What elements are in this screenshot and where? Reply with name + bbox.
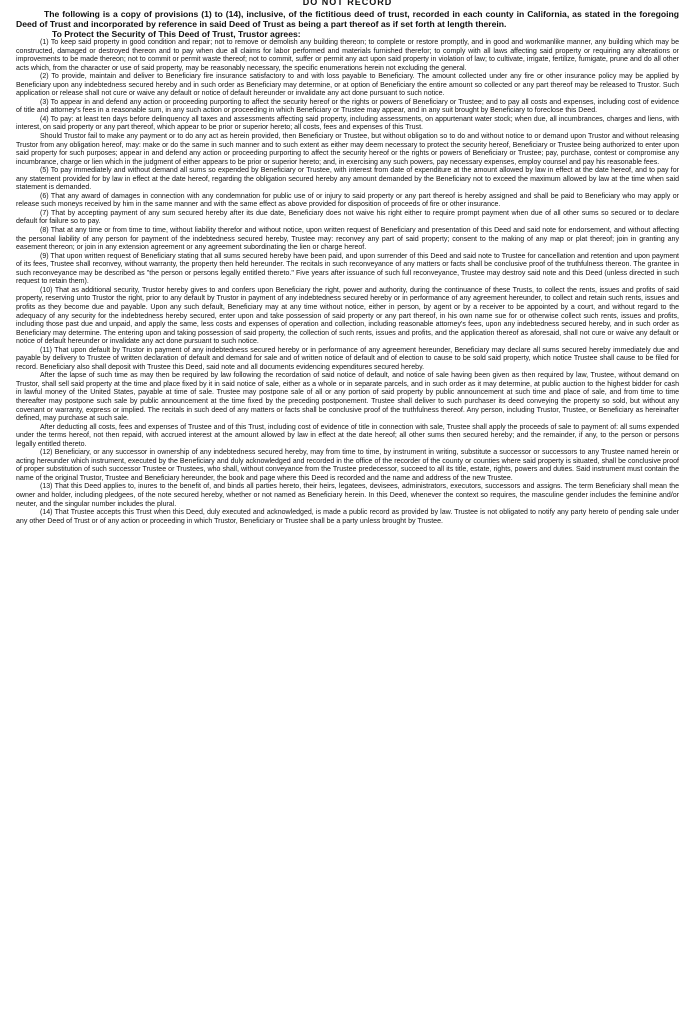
provision-paragraph: (11) That upon default by Trustor in payment of any indebtedness secured hereby or in performance of any agreement hereunder, Beneficiary may declare all sums secured hereby immediately due and payable by delivery to Trustee of written declaration of default and demand for sale and of written notice of default and of election to cause to be sold said property, which notice Trustee shall cause to be filed for record. Beneficiary also shall deposit with Trustee this Deed, said note and all documents evidencing expenditures secured hereby.	[16, 346, 679, 371]
provision-paragraph: (9) That upon written request of Beneficiary stating that all sums secured hereby have been paid, and upon surrender of this Deed and said note to Trustee for cancellation and retention and upon payment of its fees, Trustee shall reconvey, without warranty, the property then held hereunder. The recitals in such reconveyance of any matters or facts shall be conclusive proof of the truthfulness thereon. The grantee in such reconveyance may be described as "the person or persons legally entitled thereto." Five years after issuance of such full reconveyance, Trustee may destroy said note and this Deed (unless directed in such request to retain them).	[16, 252, 679, 286]
provision-paragraph: (5) To pay immediately and without demand all sums so expended by Beneficiary or Trustee, with interest from date of expenditure at the amount allowed by law in effect at the date hereof, and to pay for any statement provided for by law in effect at the date hereof, regarding the obligation secured hereby any amount demanded by the Beneficiary not to exceed the maximum allowed by law at the time when said statement is demanded.	[16, 167, 679, 192]
provision-paragraph: (1) To keep said property in good condition and repair; not to remove or demolish any building thereon; to complete or restore promptly, and in good and workmanlike manner, any building which may be constructed, damaged or destroyed thereon and to pay when due all claims for labor performed and materials furnished therefor; to comply with all laws affecting said property or requiring any alterations or improvements to be made thereon; not to commit or permit waste thereof; not to commit, suffer or permit any act upon said property in violation of law; to cultivate, irrigate, fertilize, fumigate, prune and do all other acts which, from the character or use of said property, may be reasonably necessary, the specific enumerations herein not excluding the general.	[16, 39, 679, 72]
provision-paragraph: (2) To provide, maintain and deliver to Beneficiary fire insurance satisfactory to and with loss payable to Beneficiary. The amount collected under any fire or other insurance policy may be applied by Beneficiary upon any indebtedness secured hereby and in such order as Beneficiary may determine, or at option of Beneficiary the entire amount so collected or any part thereof may be released to Trustor. Such application or release shall not cure or waive any default or notice of default hereunder or invalidate any act done pursuant to such notice.	[16, 73, 679, 98]
provision-paragraph: (14) That Trustee accepts this Trust when this Deed, duly executed and acknowledged, is made a public record as provided by law. Trustee is not obligated to notify any party hereto of pending sale under any other Deed of Trust or of any action or proceeding in which Trustor, Beneficiary or Trustee shall be a party unless brought by Trustee.	[16, 509, 679, 525]
section-heading: To Protect the Security of This Deed of Trust, Trustor agrees:	[52, 29, 301, 39]
provision-paragraph: (4) To pay: at least ten days before delinquency all taxes and assessments affecting said property, including assessments, on appurtenant water stock; when due, all incumbrances, charges and liens, with interest, on said property or any part thereof, which appear to be prior or superior hereto; all costs, fees and expenses of this Trust.	[16, 115, 679, 132]
provisions-body	[16, 39, 679, 526]
provision-paragraph: After deducting all costs, fees and expenses of Trustee and of this Trust, including cost of evidence of title in connection with sale, Trustee shall apply the proceeds of sale to payment of: all sums expended under the terms hereof, not then repaid, with accrued interest at the amount allowed by law in effect at the date hereof; all other sums then secured hereby; and the remainder, if any, to the person or persons legally entitled thereto.	[16, 423, 679, 448]
provision-paragraph: (12) Beneficiary, or any successor in ownership of any indebtedness secured hereby, may from time to time, by instrument in writing, substitute a successor or successors to any Trustee named herein or acting hereunder which instrument, executed by the Beneficiary and duly acknowledged and recorded in the office of the recorder of the county or counties where said property is situated, shall be conclusive proof of proper substitution of such successor Trustee or Trustees, who shall, without conveyance from the Trustee predecessor, succeed to all its title, estate, rights, powers and duties. Said instrument must contain the name of the original Trustor, Trustee and Beneficiary hereunder, the book and page where this Deed is recorded and the name and address of the new Trustee.	[16, 449, 679, 482]
provision-paragraph: (13) That this Deed applies to, inures to the benefit of, and binds all parties hereto, their heirs, legatees, devisees, administrators, executors, successors and assigns. The term Beneficiary shall mean the owner and holder, including pledgees, of the note secured hereby, whether or not named as Beneficiary herein. In this Deed, whenever the context so requires, the masculine gender includes the feminine and/or neuter, and the singular number includes the plural.	[16, 483, 679, 508]
intro-paragraph: The following is a copy of provisions (1) to (14), inclusive, of the fictitious deed of trust, recorded in each county in California, as stated in the foregoing Deed of Trust and incorporated by reference in said Deed of Trust as being a part thereof as if set forth at length therein.	[16, 9, 679, 29]
provision-paragraph: Should Trustor fail to make any payment or to do any act as herein provided, then Beneficiary or Trustee, but without obligation so to do and without notice to or demand upon Trustor and without releasing Trustor from any obligation hereof, may: make or do the same in such manner and to such extent as either may deem necessary to protect the security hereof, Beneficiary or Trustee being authorized to enter upon said property for such purposes; appear in and defend any action or proceeding purporting to affect the security hereof or the rights or powers of Beneficiary or Trustee; pay, purchase, contest or compromise any incumbrance, charge or lien which in the judgment of either appears to be prior or superior hereto; and, in exercising any such powers, pay necessary expenses, employ counsel and pay his reasonable fees.	[16, 133, 679, 166]
provision-paragraph: (8) That at any time or from time to time, without liability therefor and without notice, upon written request of Beneficiary and presentation of this Deed and said note for endorsement, and without affecting the personal liability of any person for payment of the indebtedness secured hereby, Trustee may: reconvey any part of said property; consent to the making of any map or plat thereof; join in granting any easement thereon; or join in any extension agreement or any agreement subordinating the lien or charge hereof.	[16, 227, 679, 252]
provision-paragraph: (3) To appear in and defend any action or proceeding purporting to affect the security hereof or the rights or powers of Beneficiary or Trustee; and to pay all costs and expenses, including cost of evidence of title and attorney's fees in a reasonable sum, in any such action or proceeding in which Beneficiary or Trustee may appear, and in any suit brought by Beneficiary to foreclose this Deed.	[16, 98, 679, 115]
provision-paragraph: (10) That as additional security, Trustor hereby gives to and confers upon Beneficiary the right, power and authority, during the continuance of these Trusts, to collect the rents, issues and profits of said property, reserving unto Trustor the right, prior to any default by Trustor in payment of any indebtedness secured hereby or in performance of any agreement hereunder, to collect and retain such rents, issues and profits as they become due and payable. Upon any such default, Beneficiary may at any time without notice, either in person, by agent or by a receiver to be appointed by a court, and without regard to the adequacy of any security for the indebtedness hereby secured, enter upon and take possession of said property or any part thereof, in his own name sue for or otherwise collect such rents, issues and profits, including those past due and unpaid, and apply the same, less costs and expenses of operation and collection, including reasonable attorney's fees, upon any indebtedness secured hereby, and in such order as Beneficiary may determine. The entering upon and taking possession of said property, the collection of such rents, issues and profits, and the application thereof as aforesaid, shall not cure or waive any default or notice of default hereunder or invalidate any act done pursuant to such notice.	[16, 286, 679, 346]
do-not-record-stamp: DO NOT RECORD	[302, 0, 393, 7]
provision-paragraph: After the lapse of such time as may then be required by law following the recordation of said notice of default, and notice of sale having been given as then required by law, Trustee, without demand on Trustor, shall sell said property at the time and place fixed by it in said notice of sale, either as a whole or in separate parcels, and in such order as it may determine, at public auction to the highest bidder for cash in lawful money of the United States, payable at time of sale. Trustee may postpone sale of all or any portion of said property by public announcement at such time and place of sale, and from time to time thereafter may postpone such sale by public announcement at the time fixed by the preceding postponement. Trustee shall deliver to such purchaser its deed conveying the property so sold, but without any covenant or warranty, express or implied. The recitals in such deed of any matters or facts shall be conclusive proof of the truthfulness thereof. Any person, including Trustor, Trustee, or Beneficiary as hereinafter defined, may purchase at such sale.	[16, 372, 679, 423]
provision-paragraph: (7) That by accepting payment of any sum secured hereby after its due date, Beneficiary does not waive his right either to require prompt payment when due of all other sums so secured or to declare default for failure so to pay.	[16, 209, 679, 226]
provision-paragraph: (6) That any award of damages in connection with any condemnation for public use of or injury to said property or any part thereof is hereby assigned and shall be paid to Beneficiary who may apply or release such moneys received by him in the same manner and with the same effect as above provided for disposition of proceeds of fire or other insurance.	[16, 192, 679, 209]
